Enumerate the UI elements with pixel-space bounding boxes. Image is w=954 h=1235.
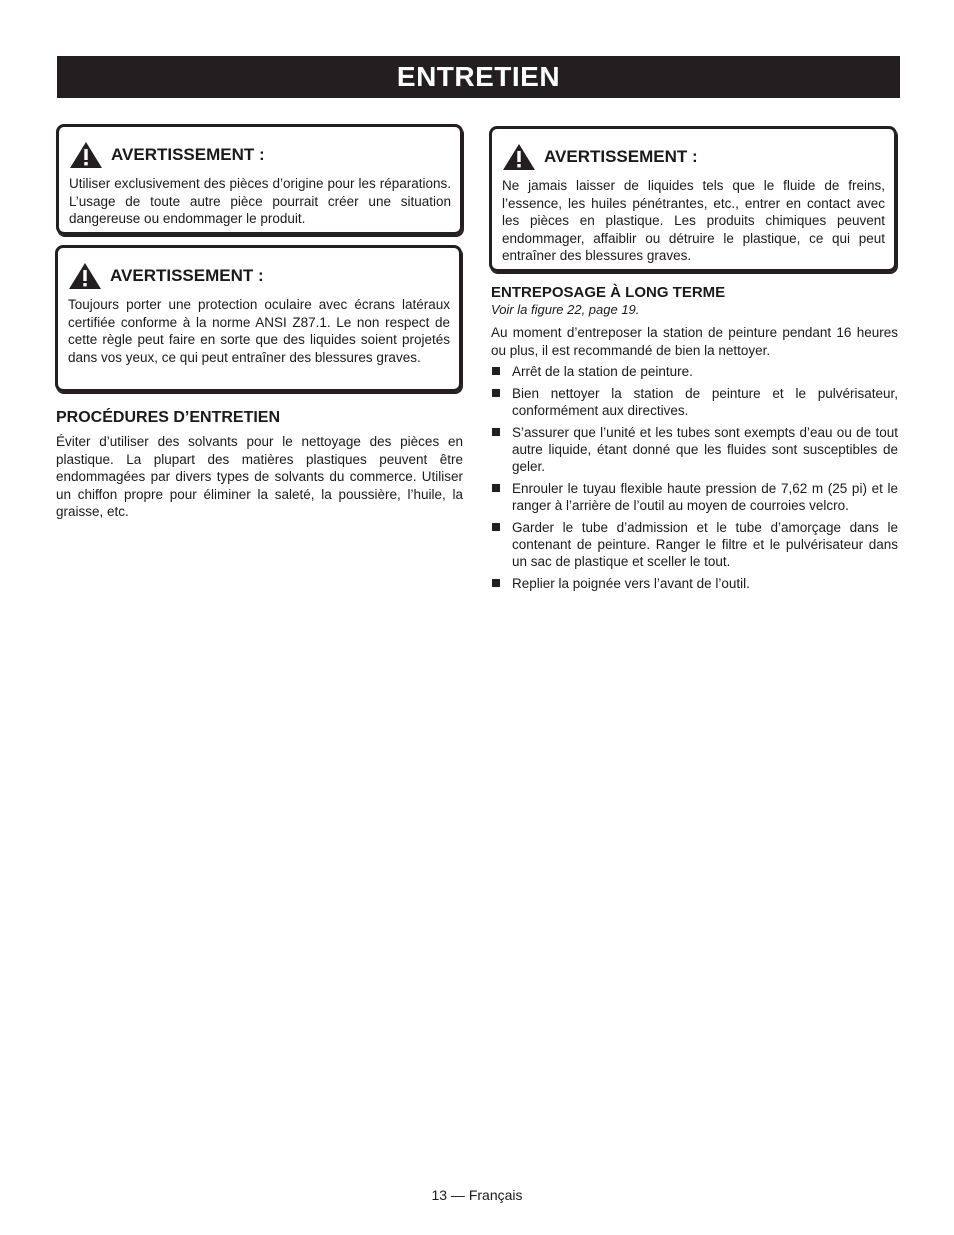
storage-intro: Au moment d’entreposer la station de peinture pendant 16 heures ou plus, il est recommandé de bien la nettoyer. <box>491 325 898 358</box>
warning-triangle-icon <box>68 262 102 290</box>
list-item-text: Bien nettoyer la station de peinture et le pulvérisateur, conformément aux directives. <box>512 386 898 418</box>
storage-heading: ENTREPOSAGE À LONG TERME <box>491 284 726 301</box>
figure-reference: Voir la figure 22, page 19. <box>491 302 640 317</box>
list-item-text: Enrouler le tuyau flexible haute pression de 7,62 m (25 pi) et le ranger à l’arrière de l’outil au moyen de courroies velcro. <box>512 481 898 513</box>
warning-header <box>69 141 451 169</box>
page-footer <box>0 1187 954 1203</box>
list-item <box>491 519 898 570</box>
list-item <box>491 363 898 380</box>
list-item <box>491 480 898 514</box>
list-item-text: Replier la poignée vers l’avant de l’outil. <box>512 576 750 591</box>
page-title: ENTRETIEN <box>396 61 561 92</box>
warning-text: Ne jamais laisser de liquides tels que le fluide de freins, l’essence, les huiles pénétrantes, etc., entrer en contact avec les pièces en plastique. Les produits chimiques peuvent endommager, affaiblir ou détruire le plastique, ce qui peut entraîner des blessures graves. <box>502 178 885 263</box>
bullet-square-icon <box>492 523 500 531</box>
list-item-text: S’assurer que l’unité et les tubes sont exempts d’eau ou de tout autre liquide, étant donné que les fluides sont susceptibles de geler. <box>512 425 898 474</box>
storage-steps-list <box>491 363 898 597</box>
list-item-text: Arrêt de la station de peinture. <box>512 364 693 379</box>
warning-triangle-icon <box>69 141 103 169</box>
bullet-square-icon <box>492 428 500 436</box>
bullet-square-icon <box>492 484 500 492</box>
list-item <box>491 575 898 592</box>
warning-text: Utiliser exclusivement des pièces d’origine pour les réparations. L’usage de toute autre pièce pourrait créer une situation dangereuse ou endommager le produit. <box>69 176 451 226</box>
bullet-square-icon <box>492 389 500 397</box>
warning-title: AVERTISSEMENT : <box>544 147 698 166</box>
list-item <box>491 424 898 475</box>
bullet-square-icon <box>492 579 500 587</box>
warning-header <box>68 262 450 290</box>
page-number: 13 — Français <box>431 1187 523 1203</box>
warning-header <box>502 143 885 171</box>
warning-title: AVERTISSEMENT : <box>111 145 265 164</box>
procedures-heading: PROCÉDURES D’ENTRETIEN <box>56 409 281 426</box>
procedures-text: Éviter d’utiliser des solvants pour le nettoyage des pièces en plastique. La plupart des matières plastiques peuvent être endommagées par divers types de solvants du commerce. Utiliser un chiffon propre pour éliminer la saleté, la poussière, l’huile, la graisse, etc. <box>56 434 463 519</box>
list-item <box>491 385 898 419</box>
warning-text: Toujours porter une protection oculaire avec écrans latéraux certifiée conforme à la norme ANSI Z87.1. Le non respect de cette règle peut faire en sorte que des liquides soient projetés dans vos yeux, ce qui peut entraîner des blessures graves. <box>68 297 450 365</box>
warning-box-eye-protection <box>55 245 462 392</box>
warning-title: AVERTISSEMENT : <box>110 266 264 285</box>
bullet-square-icon <box>492 367 500 375</box>
warning-box-liquids <box>489 126 897 272</box>
section-title-banner <box>57 56 900 98</box>
warning-box-original-parts <box>56 124 463 235</box>
list-item-text: Garder le tube d’admission et le tube d’amorçage dans le contenant de peinture. Ranger le filtre et le pulvérisateur dans un sac de plastique et sceller le tout. <box>512 520 898 569</box>
warning-triangle-icon <box>502 143 536 171</box>
